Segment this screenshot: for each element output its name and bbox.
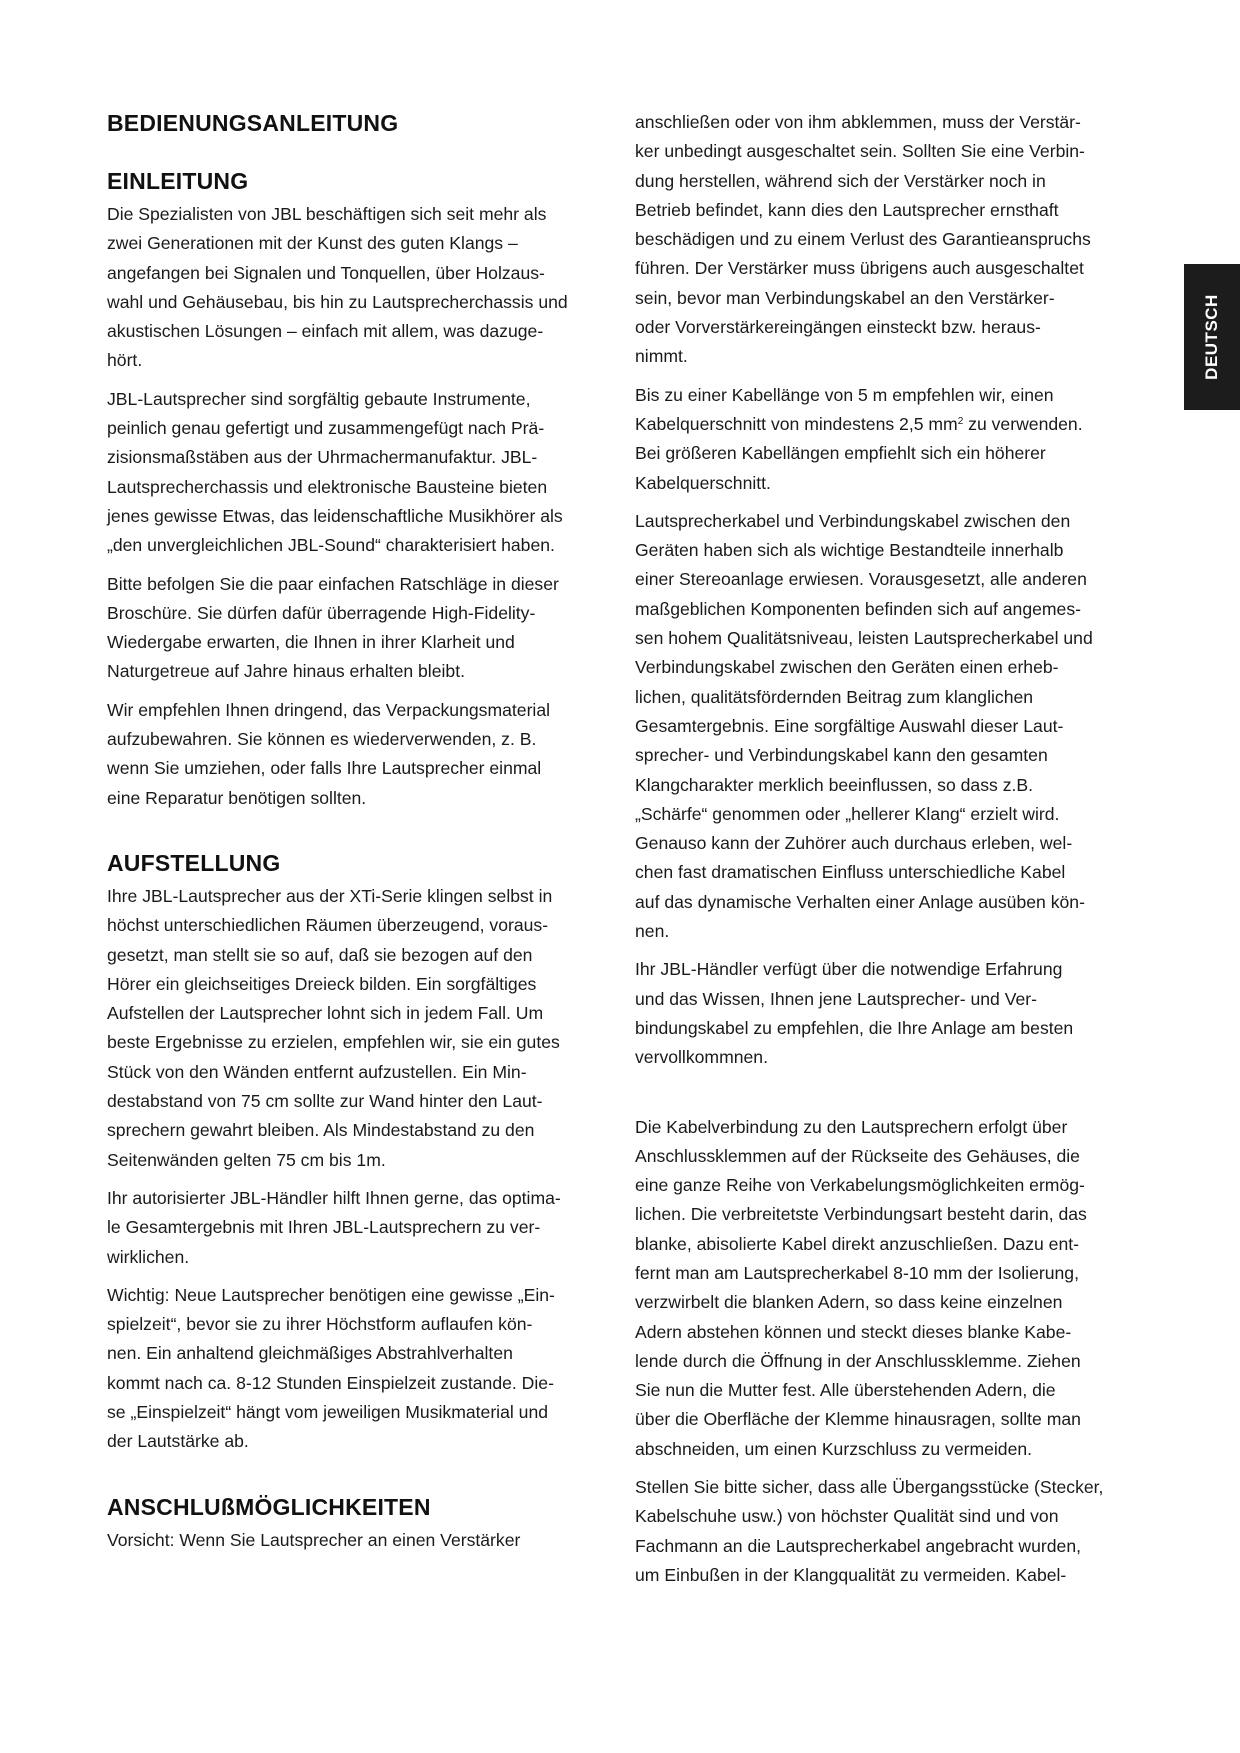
text-line: auf das dynamische Verhalten einer Anlage ausüben kön- [635,891,1085,912]
text-line: um Einbußen in der Klangqualität zu vermeiden. Kabel- [635,1564,1067,1585]
text-line: wirklichen. [107,1246,190,1267]
text-line: höchst unterschiedlichen Räumen überzeugend, voraus- [107,915,549,936]
text-line: zwei Generationen mit der Kunst des guten Klangs – [107,233,518,254]
text-line: der Lautstärke ab. [107,1431,249,1452]
text-line: anschließen oder von ihm abklemmen, muss der Verstär- [635,112,1081,132]
text-line: Broschüre. Sie dürfen dafür überragende High-Fidelity- [107,602,536,623]
text-line: lichen. Die verbreitetste Verbindungsart besteht darin, das [635,1204,1087,1225]
text-line: Die Kabelverbindung zu den Lautsprechern erfolgt über [635,1116,1068,1137]
text-line: nen. Ein anhaltend gleichmäßiges Abstrahlverhalten [107,1343,513,1364]
text-line: Die Spezialisten von JBL beschäftigen sich seit mehr als [107,204,547,224]
text-line: lichen, qualitätsfördernden Beitrag zum klanglichen [635,686,1034,707]
text-line: Bis zu einer Kabellänge von 5 m empfehlen wir, einen [635,384,1054,405]
text-line: Lautsprecherkabel und Verbindungskabel zwischen den [635,510,1071,531]
paragraph [107,200,603,376]
text-line: beschädigen und zu einem Verlust des Garantieanspruchs [635,229,1091,250]
text-line: und das Wissen, Ihnen jene Lautsprecher- und Ver- [635,988,1037,1009]
text-line: Kabelquerschnitt von mindestens 2,5 $mm^2$ zu verwenden. [635,413,1083,434]
text-line: zisionsmaßstäben aus der Uhrmachermanufaktur. JBL- [107,447,538,468]
paragraph [107,1184,603,1272]
text-line: vervollkommnen. [635,1047,768,1068]
text-line: JBL-Lautsprecher sind sorgfältig gebaute Instrumente, [107,388,531,409]
text-line: Seitenwänden gelten 75 cm bis 1m. [107,1149,386,1170]
paragraph [107,882,603,1175]
right-column [635,108,1127,1590]
heading-anschlussmoeglichkeiten: ANSCHLUßMÖGLICHKEITEN [107,1493,431,1520]
text-line: Adern abstehen können und steckt dieses blanke Kabe- [635,1321,1072,1342]
text-line: se „Einspielzeit“ hängt vom jeweiligen Musikmaterial und [107,1401,549,1422]
text-line: nimmt. [635,346,688,367]
text-line: Wiedergabe erwarten, die Ihnen in ihrer Klarheit und [107,632,515,653]
text-line: „den unvergleichlichen JBL-Sound“ charakterisiert haben. [107,535,555,556]
text-line: sein, bevor man Verbindungskabel an den Verstärker- [635,287,1055,308]
paragraph-cable-gauge [635,381,1127,498]
heading-aufstellung: AUFSTELLUNG [107,849,281,876]
text-line: verzwirbelt die blanken Adern, so dass keine einzelnen [635,1292,1063,1313]
text-line: sprechern gewahrt bleiben. Als Mindestabstand zu den [107,1120,535,1141]
text-line: über die Oberfläche der Klemme hinausragen, sollte man [635,1409,1081,1430]
text-line: wahl und Gehäusebau, bis hin zu Lautsprecherchassis und [107,291,568,312]
text-line: le Gesamtergebnis mit Ihren JBL-Lautsprechern zu ver- [107,1217,541,1238]
text-line: sprecher- und Verbindungskabel kann den gesamten [635,745,1048,766]
heading-einleitung: EINLEITUNG [107,168,249,194]
text-line: Stellen Sie bitte sicher, dass alle Übergangsstücke (Stecker, [635,1477,1104,1498]
text-line: blanke, abisolierte Kabel direkt anzuschließen. Dazu ent- [635,1233,1080,1254]
text-line: gesetzt, man stellt sie so auf, daß sie bezogen auf den [107,944,533,965]
text-line: „Schärfe“ genommen oder „hellerer Klang“ erzielt wird. [635,803,1060,824]
paragraph [107,1526,603,1555]
text-line: Ihr autorisierter JBL-Händler hilft Ihnen gerne, das optima- [107,1187,561,1208]
text-line: spielzeit“, bevor sie zu ihrer Höchstform auflaufen kön- [107,1314,533,1335]
text-line: Sie nun die Mutter fest. Alle überstehenden Adern, die [635,1380,1056,1401]
text-line: einer Stereoanlage erwiesen. Vorausgesetzt, alle anderen [635,569,1087,590]
language-tab-label: DEUTSCH [1202,294,1221,380]
text-line: Verbindungskabel zwischen den Geräten einen erheb- [635,657,1059,678]
text-line: Fachmann an die Lautsprecherkabel angebracht wurden, [635,1535,1081,1556]
paragraph [635,1473,1127,1590]
text-line: bindungskabel zu empfehlen, die Ihre Anlage am besten [635,1017,1074,1038]
text-line: chen fast dramatischen Einfluss unterschiedliche Kabel [635,862,1066,883]
text-line: Bitte befolgen Sie die paar einfachen Ratschläge in dieser [107,573,559,594]
text-line: Wichtig: Neue Lautsprecher benötigen eine gewisse „Ein- [107,1284,555,1305]
text-line: wenn Sie umziehen, oder falls Ihre Lautsprecher einmal [107,758,542,779]
text-line: Genauso kann der Zuhörer auch durchaus erleben, wel- [635,833,1073,854]
superscript: 2 [957,415,964,427]
text-line: sen hohem Qualitätsniveau, leisten Lautsprecherkabel und [635,628,1093,649]
text-line: Hörer ein gleichseitiges Dreieck bilden. Ein sorgfältiges [107,973,537,994]
text-line: angefangen bei Signalen und Tonquellen, über Holzaus- [107,262,545,283]
text-line: Geräten haben sich als wichtige Bestandteile innerhalb [635,540,1064,561]
text-line: führen. Der Verstärker muss übrigens auch ausgeschaltet [635,258,1084,279]
text-line: aufzubewahren. Sie können es wiederverwenden, z. B. [107,729,537,750]
text-line: Lautsprecherchassis und elektronische Bausteine bieten [107,476,548,497]
language-tab [1184,264,1240,410]
text-line: eine Reparatur benötigen sollten. [107,787,367,808]
text-line: Kabelquerschnitt. [635,472,771,493]
text-line: ker unbedingt ausgeschaltet sein. Sollten Sie eine Verbin- [635,141,1085,162]
text-line: dung herstellen, während sich der Verstärker noch in [635,170,1046,191]
text-line: hört. [107,350,143,371]
text-line: Ihre JBL-Lautsprecher aus der XTi-Serie klingen selbst in [107,885,553,906]
text-line: lende durch die Öffnung in der Anschlussklemme. Ziehen [635,1350,1081,1371]
text-line: Aufstellen der Lautsprecher lohnt sich in jedem Fall. Um [107,1003,544,1024]
text-line: Bei größeren Kabellängen empfiehlt sich ein höherer [635,443,1046,464]
left-column [107,108,603,1555]
document-title: BEDIENUNGSANLEITUNG [107,110,399,136]
paragraph [107,696,603,813]
text-line: abschneiden, um einen Kurzschluss zu vermeiden. [635,1438,1033,1459]
text-line: fernt man am Lautsprecherkabel 8-10 mm der Isolierung, [635,1262,1079,1283]
paragraph [635,108,1127,372]
text-line: Naturgetreue auf Jahre hinaus erhalten bleibt. [107,661,465,682]
paragraph [107,1281,603,1457]
paragraph [635,955,1127,1072]
text-line: Vorsicht: Wenn Sie Lautsprecher an einen Verstärker [107,1529,521,1550]
text-line: beste Ergebnisse zu erzielen, empfehlen wir, sie ein gutes [107,1032,560,1053]
text-line: Stück von den Wänden entfernt aufzustellen. Ein Min- [107,1061,527,1082]
text-line: oder Vorverstärkereingängen einsteckt bzw. heraus- [635,317,1041,338]
paragraph [107,385,603,561]
text-line: peinlich genau gefertigt und zusammengefügt nach Prä- [107,418,545,439]
text-line: Betrieb befindet, kann dies den Lautsprecher ernsthaft [635,199,1059,220]
text-line: jenes gewisse Etwas, das leidenschaftliche Musikhörer als [107,505,563,526]
text-line: maßgeblichen Komponenten befinden sich auf angemes- [635,598,1081,619]
paragraph [107,570,603,687]
text-line: eine ganze Reihe von Verkabelungsmöglichkeiten ermög- [635,1175,1085,1196]
text-line: Wir empfehlen Ihnen dringend, das Verpackungsmaterial [107,699,551,720]
text-line: destabstand von 75 cm sollte zur Wand hinter den Laut- [107,1091,543,1112]
text-line: Klangcharakter merklich beeinflussen, so dass z.B. [635,774,1034,795]
text-line: Kabelschuhe usw.) von höchster Qualität sind und von [635,1506,1059,1527]
text-line: Anschlussklemmen auf der Rückseite des Gehäuses, die [635,1145,1080,1166]
text-line: kommt nach ca. 8-12 Stunden Einspielzeit zustande. Die- [107,1372,554,1393]
text-line: akustischen Lösungen – einfach mit allem, was dazuge- [107,321,544,342]
text-line: Gesamtergebnis. Eine sorgfältige Auswahl dieser Laut- [635,715,1064,736]
text-line: nen. [635,921,670,942]
paragraph [635,507,1127,946]
text-line: Ihr JBL-Händler verfügt über die notwendige Erfahrung [635,959,1063,980]
paragraph [635,1113,1127,1465]
